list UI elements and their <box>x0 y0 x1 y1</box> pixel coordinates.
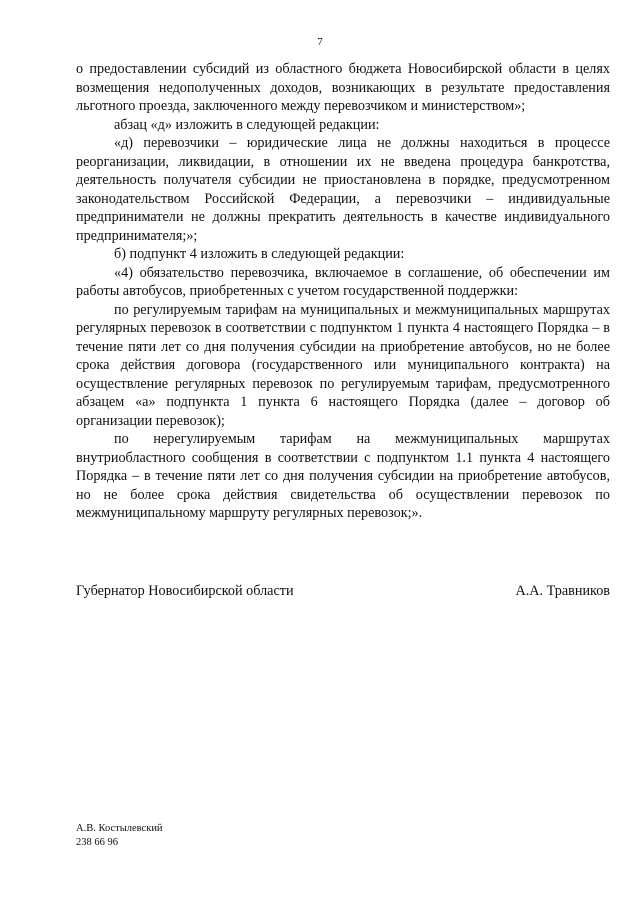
document-body <box>76 60 610 523</box>
paragraph: по нерегулируемым тарифам на межмуниципальных маршрутах внутриобластного сообщения в соответствии с подпунктом 1.1 пункта 4 настоящего Порядка – в течение пяти лет со дня получения субсидии на приобретение автобусов, но не более срока действия свидетельства об осуществлении перевозок по межмуниципальному маршруту регулярных перевозок;». <box>76 431 610 521</box>
executor-name: А.В. Костылевский <box>76 823 163 834</box>
signatory-position: Губернатор Новосибирской области <box>76 583 294 599</box>
paragraph: по регулируемым тарифам на муниципальных и межмуниципальных маршрутах регулярных перевозок в соответствии с подпунктом 1 пункта 4 настоящего Порядка – в течение пяти лет со дня получения субсидии на приобретение автобусов, но не более срока действия договора (государственного или муниципального контракта) на осуществление регулярных перевозок по регулируемым тарифам, предусмотренного абзацем «а» подпункта 1 пункта 6 настоящего Порядка (далее – договор об организации перевозок); <box>76 301 610 429</box>
paragraph: «д) перевозчики – юридические лица не должны находиться в процессе реорганизации, ликвидации, в отношении их не введена процедура банкротства, деятельность получателя субсидии не приостановлена в порядке, предусмотренном законодательством Российской Федерации, а перевозчики – индивидуальные предприниматели не должны прекратить деятельность в качестве индивидуального предпринимателя;»; <box>76 135 610 244</box>
executor-footer <box>76 822 163 849</box>
paragraph-continuation: о предоставлении субсидий из областного бюджета Новосибирской области в целях возмещения недополученных доходов, возникающих в результате предоставления льготного проезда, заключенного между перевозчиком и министерством»; <box>76 61 610 114</box>
signature-block <box>76 582 610 600</box>
paragraph: абзац «д» изложить в следующей редакции: <box>114 116 380 133</box>
paragraph: «4) обязательство перевозчика, включаемое в соглашение, об обеспечении им работы автобусов, приобретенных с учетом государственной поддержки: <box>76 264 610 299</box>
paragraph: б) подпункт 4 изложить в следующей редакции: <box>114 246 405 262</box>
page-number: 7 <box>317 36 323 48</box>
signatory-name: А.А. Травников <box>515 583 610 599</box>
executor-phone: 238 66 96 <box>76 836 118 848</box>
